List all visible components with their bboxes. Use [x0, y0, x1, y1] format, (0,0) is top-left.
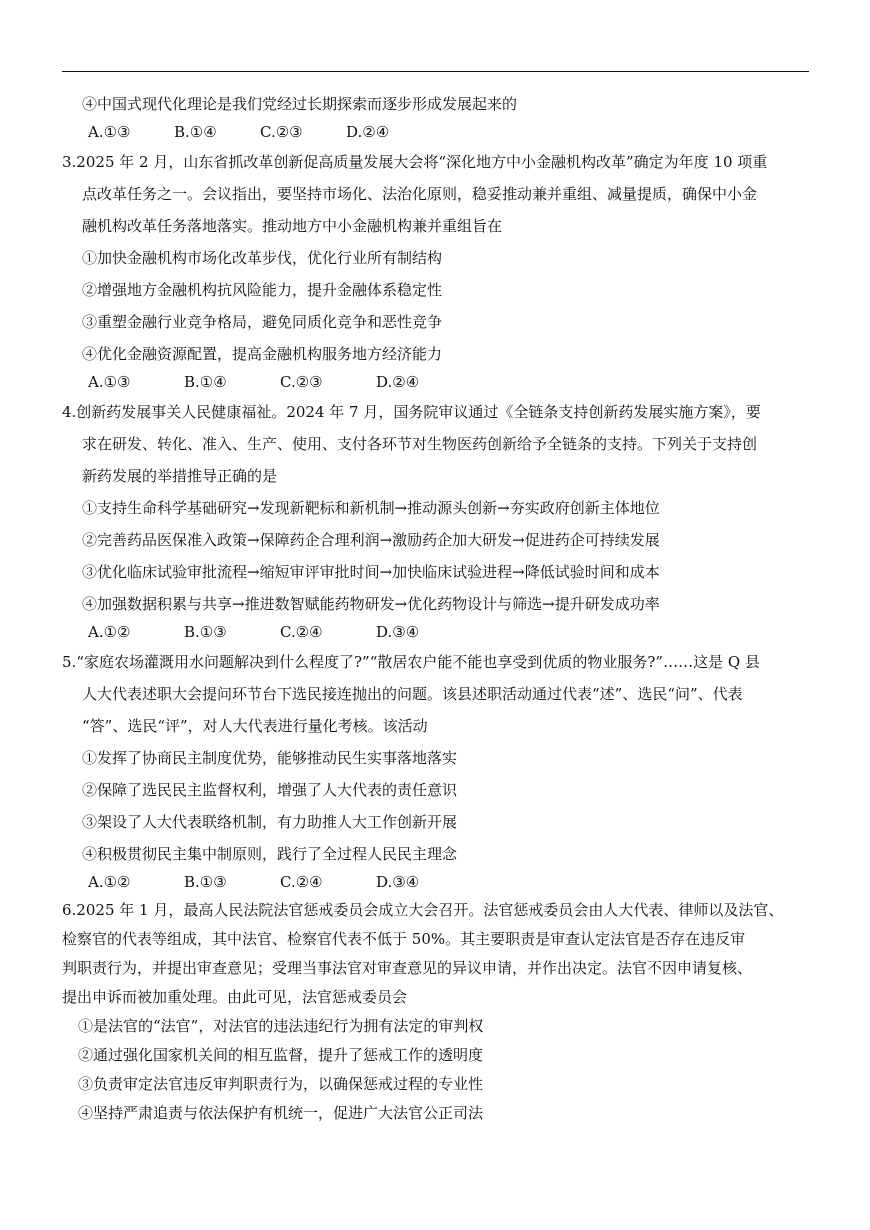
- answer-choices: [62, 370, 810, 396]
- option-item: ④加强数据积累与共享→推进数智赋能药物研发→优化药物设计与筛选→提升研发成功率: [82, 595, 660, 613]
- choice-c: C.②③: [280, 373, 323, 391]
- question-stem-line: 新药发展的举措推导正确的是: [82, 467, 278, 485]
- question-stem-line: 检察官的代表等组成，其中法官、检察官代表不低于 50%。其主要职责是审查认定法官是否存在违反审: [62, 930, 746, 948]
- choice-a: A.①②: [88, 873, 131, 891]
- question-2-tail: [62, 88, 810, 146]
- choice-b: B.①④: [184, 373, 227, 391]
- choice-c: C.②③: [260, 123, 303, 141]
- option-item: ④坚持严肃追责与依法保护有机统一，促进广大法官公正司法: [78, 1104, 484, 1122]
- option-item: ③重塑金融行业竞争格局，避免同质化竞争和恶性竞争: [82, 313, 443, 331]
- choice-d: D.②④: [346, 123, 390, 141]
- question-6: [62, 896, 810, 1128]
- option-item: ④优化金融资源配置，提高金融机构服务地方经济能力: [82, 345, 443, 363]
- question-list: [62, 88, 810, 1128]
- question-stem-line: 求在研发、转化、准入、生产、使用、支付各环节对生物医药创新给予全链条的支持。下列关于支持创: [82, 435, 758, 453]
- question-stem-line: “答”、选民“评”，对人大代表进行量化考核。该活动: [82, 717, 428, 735]
- header-rule: [62, 71, 809, 72]
- question-stem-line: 4.创新药发展事关人民健康福祉。2024 年 7 月，国务院审议通过《全链条支持创新药发展实施方案》，要: [62, 403, 761, 421]
- question-stem-line: 点改革任务之一。会议指出，要坚持市场化、法治化原则，稳妥推动兼并重组、减量提质，确保中小金: [82, 185, 758, 203]
- choice-b: B.①④: [174, 123, 217, 141]
- option-item: ③优化临床试验审批流程→缩短审评审批时间→加快临床试验进程→降低试验时间和成本: [82, 563, 660, 581]
- choice-b: B.①③: [184, 623, 227, 641]
- choice-a: A.①②: [88, 623, 131, 641]
- answer-choices: [62, 620, 810, 646]
- question-3: [62, 146, 810, 396]
- question-stem-line: 3.2025 年 2 月，山东省抓改革创新促高质量发展大会将“深化地方中小金融机构改革”确定为年度 10 项重: [62, 153, 768, 171]
- choice-d: D.②④: [376, 373, 420, 391]
- choice-b: B.①③: [184, 873, 227, 891]
- choice-c: C.②④: [280, 873, 323, 891]
- choice-d: D.③④: [376, 873, 420, 891]
- option-item: ②完善药品医保准入政策→保障药企合理利润→激励药企加大研发→促进药企可持续发展: [82, 531, 660, 549]
- option-item: ②增强地方金融机构抗风险能力，提升金融体系稳定性: [82, 281, 443, 299]
- question-stem-line: 人大代表述职大会提问环节台下选民接连抛出的问题。该县述职活动通过代表“述”、选民“问”、代表: [82, 685, 743, 703]
- question-stem-line: 5.“家庭农场灌溉用水问题解决到什么程度了?”“散居农户能不能也享受到优质的物业服务?”……这是 Q 县: [62, 653, 760, 671]
- choice-d: D.③④: [376, 623, 420, 641]
- question-stem-line: 提出申诉而被加重处理。由此可见，法官惩戒委员会: [62, 988, 408, 1006]
- question-4: [62, 396, 810, 646]
- option-item: ①支持生命科学基础研究→发现新靶标和新机制→推动源头创新→夯实政府创新主体地位: [82, 499, 660, 517]
- option-item: ②保障了选民民主监督权利，增强了人大代表的责任意识: [82, 781, 458, 799]
- option-item: ④积极贯彻民主集中制原则，践行了全过程人民民主理念: [82, 845, 458, 863]
- option-item: ③负责审定法官违反审判职责行为，以确保惩戒过程的专业性: [78, 1075, 484, 1093]
- answer-choices: [62, 120, 810, 146]
- option-item: ②通过强化国家机关间的相互监督，提升了惩戒工作的透明度: [78, 1046, 484, 1064]
- choice-a: A.①③: [88, 123, 131, 141]
- question-stem-line: 融机构改革任务落地落实。推动地方中小金融机构兼并重组旨在: [82, 217, 503, 235]
- option-item: ④中国式现代化理论是我们党经过长期探索而逐步形成发展起来的: [82, 95, 518, 113]
- option-item: ①是法官的“法官”，对法官的违法违纪行为拥有法定的审判权: [78, 1017, 484, 1035]
- question-5: [62, 646, 810, 896]
- option-item: ③架设了人大代表联络机制，有力助推人大工作创新开展: [82, 813, 458, 831]
- answer-choices: [62, 870, 810, 896]
- option-item: ①加快金融机构市场化改革步伐，优化行业所有制结构: [82, 249, 443, 267]
- question-stem-line: 判职责行为，并提出审查意见；受理当事法官对审查意见的异议申请，并作出决定。法官不因申请复核、: [62, 959, 753, 977]
- choice-c: C.②④: [280, 623, 323, 641]
- choice-a: A.①③: [88, 373, 131, 391]
- question-stem-line: 6.2025 年 1 月，最高人民法院法官惩戒委员会成立大会召开。法官惩戒委员会由人大代表、律师以及法官、: [62, 901, 784, 919]
- option-item: ①发挥了协商民主制度优势，能够推动民生实事落地落实: [82, 749, 458, 767]
